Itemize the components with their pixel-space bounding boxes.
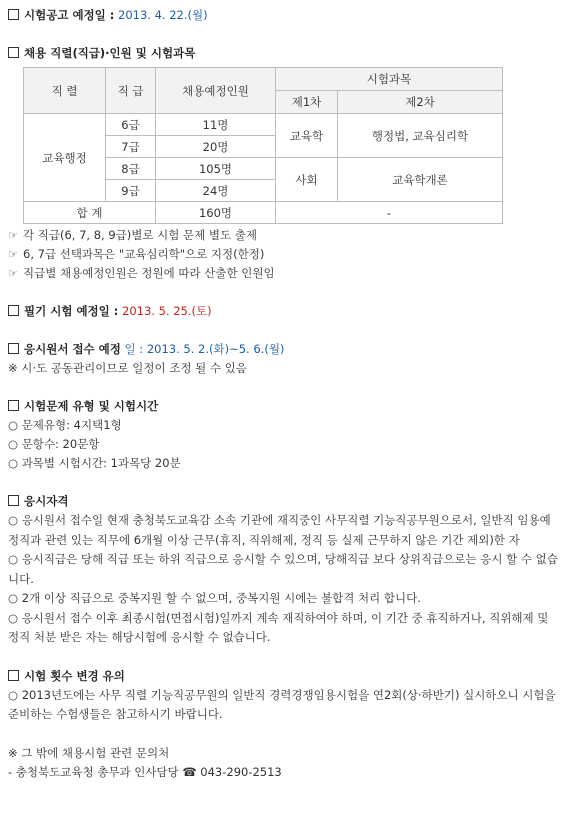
contact-phone: - 충청북도교육청 총무과 인사담당 ☎ 043-290-2513	[8, 764, 282, 779]
section-title: 시험문제 유형 및 시험시간	[24, 399, 159, 413]
section-title: 응시원서 접수 예정	[24, 342, 121, 356]
square-bullet-icon	[8, 305, 19, 316]
section-exam-frequency	[8, 667, 558, 686]
list-item: ○ 응시원서 접수일 현재 충청북도교육감 소속 기관에 재직중인 사무직렬 기능직공무원으로서, 일반직 임용예정직과 관련 있는 직무에 6개월 이상 근무(휴직, 직위해제, 정직 등 실제 근무하지 않은 기간 제외)한 자	[8, 513, 551, 547]
section-application-period	[8, 340, 558, 359]
section-title: 채용 직렬(직급)·인원 및 시험과목	[24, 46, 196, 60]
total-subject: -	[276, 202, 503, 224]
count-cell: 11명	[156, 114, 276, 136]
header-subjects: 시험과목	[276, 68, 503, 91]
list-item: ○ 응시원서 접수 이후 최종시험(면접시험)일까지 계속 재직하여야 하며, 이 기간 중 휴직하거나, 직위해제 및 정직 처분 받은 자는 해당시험에 응시할 수 없습니다.	[8, 610, 549, 644]
first-exam-cell: 교육학	[276, 114, 338, 158]
section-title: 시험 횟수 변경 유의	[24, 668, 125, 683]
square-bullet-icon	[8, 343, 19, 354]
section-eligibility	[8, 492, 558, 511]
series-cell: 교육행정	[24, 114, 106, 202]
note-text: 6, 7급 선택과목은 "교육심리학"으로 지정(한정)	[23, 247, 265, 261]
header-series: 직 렬	[24, 68, 106, 114]
note-text: 각 직급(6, 7, 8, 9급)별로 시험 문제 별도 출제	[23, 228, 257, 242]
section-exam-format	[8, 397, 558, 416]
table-note	[8, 264, 558, 283]
square-bullet-icon	[8, 9, 19, 20]
section-title: 필기 시험 예정일 :	[24, 304, 119, 318]
section-exam-announcement-date	[8, 6, 558, 25]
pointing-hand-icon: ☞	[8, 267, 18, 280]
square-bullet-icon	[8, 400, 19, 411]
table-total-row	[24, 202, 503, 224]
total-count: 160명	[156, 202, 276, 224]
second-exam-cell: 행정법, 교육심리학	[338, 114, 503, 158]
list-item: ○ 문항수: 20문항	[8, 437, 100, 451]
section-title: 응시자격	[24, 494, 69, 508]
count-cell: 105명	[156, 158, 276, 180]
pointing-hand-icon: ☞	[8, 248, 18, 261]
announcement-date: 2013. 4. 22.(월)	[114, 8, 208, 22]
square-bullet-icon	[8, 47, 19, 58]
section-recruitment-title	[8, 44, 558, 63]
header-count: 채용예정인원	[156, 68, 276, 114]
square-bullet-icon	[8, 670, 19, 681]
square-bullet-icon	[8, 495, 19, 506]
second-exam-cell: 교육학개론	[338, 158, 503, 202]
table-row	[24, 114, 503, 136]
contact-heading: ※ 그 밖에 채용시험 관련 문의처	[8, 745, 170, 760]
first-exam-cell: 사회	[276, 158, 338, 202]
header-second-exam: 제2차	[338, 91, 503, 114]
table-note	[8, 226, 558, 245]
grade-cell: 9급	[106, 180, 156, 202]
grade-cell: 7급	[106, 136, 156, 158]
list-item: ○ 2개 이상 직급으로 중복지원 할 수 없으며, 중복지원 시에는 불합격 처리 합니다.	[8, 591, 421, 605]
recruitment-table	[23, 67, 503, 224]
section-title: 시험공고 예정일 :	[24, 8, 115, 22]
count-cell: 24명	[156, 180, 276, 202]
total-label: 합 계	[24, 202, 156, 224]
note-text: 직급별 채용예정인원은 정원에 따라 산출한 인원임	[23, 266, 275, 280]
section-written-exam-date	[8, 302, 558, 321]
list-item: ○ 과목별 시험시간: 1과목당 20분	[8, 456, 181, 470]
written-exam-date: 2013. 5. 25.(토)	[118, 304, 212, 318]
list-item: ○ 응시직급은 당해 직급 또는 하위 직급으로 응시할 수 있으며, 당해직급 보다 상위직급으로는 응시 할 수 없습니다.	[8, 552, 558, 586]
pointing-hand-icon: ☞	[8, 229, 18, 242]
application-period: 일 : 2013. 5. 2.(화)~5. 6.(월)	[120, 342, 285, 356]
table-note	[8, 245, 558, 264]
header-first-exam: 제1차	[276, 91, 338, 114]
grade-cell: 6급	[106, 114, 156, 136]
count-cell: 20명	[156, 136, 276, 158]
notice-document	[8, 6, 558, 782]
grade-cell: 8급	[106, 158, 156, 180]
list-item: ○ 문제유형: 4지택1형	[8, 418, 122, 432]
header-grade: 직 급	[106, 68, 156, 114]
frequency-text: ○ 2013년도에는 사무 직렬 기능직공무원의 일반직 경력경쟁임용시험을 연2회(상·하반기) 실시하오니 시험을 준비하는 수험생들은 참고하시기 바랍니다.	[8, 687, 556, 721]
application-note: ※ 시·도 공동관리이므로 일정이 조정 될 수 있음	[8, 361, 247, 375]
